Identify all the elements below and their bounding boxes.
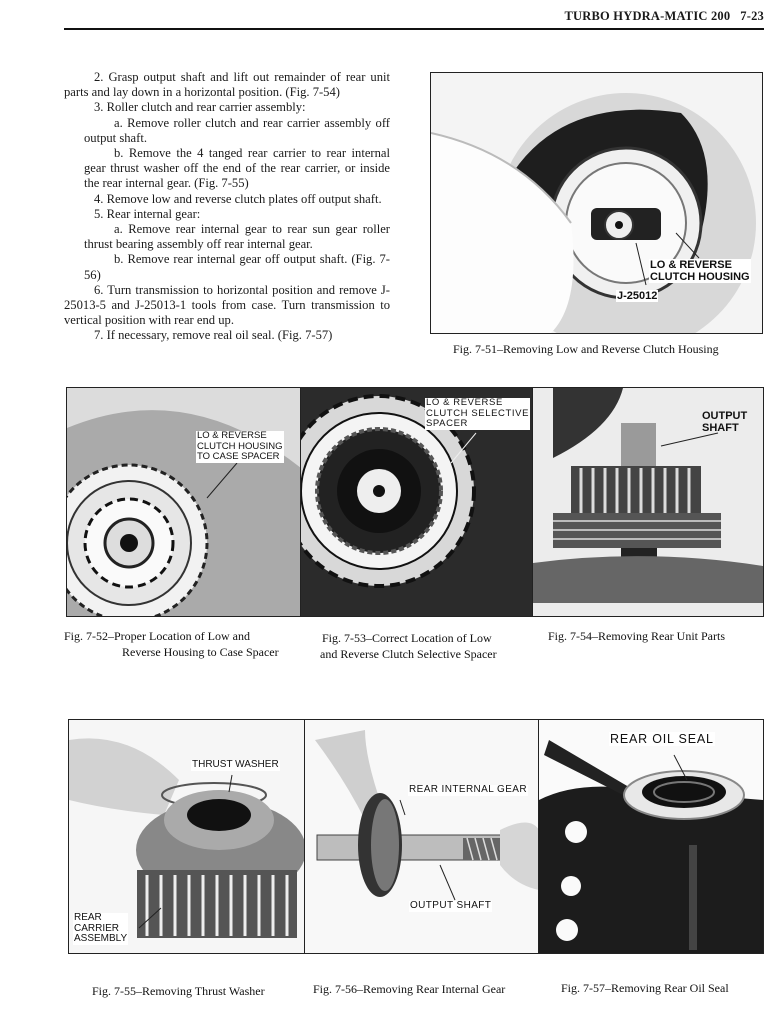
figure-7-53-caption: Fig. 7-53–Correct Location of Low and Reverse Clutch Selective Spacer — [320, 631, 497, 661]
callout-rear-internal-gear: REAR INTERNAL GEAR — [409, 784, 527, 795]
step-4: 4. Remove low and reverse clutch plates off output shaft. — [94, 191, 382, 206]
step-3b: b. Remove the 4 tanged rear carrier to rear internal gear thrust washer off the end of the rear carrier, or inside the rear internal gear. (Fig. 7-55) — [84, 146, 390, 191]
figure-7-54-caption: Fig. 7-54–Removing Rear Unit Parts — [548, 629, 725, 643]
clutch-housing-illustration — [431, 73, 762, 333]
figure-7-56-caption: Fig. 7-56–Removing Rear Internal Gear — [313, 982, 506, 996]
step-5b: b. Remove rear internal gear off output shaft. (Fig. 7-56) — [84, 252, 390, 282]
step-3: 3. Roller clutch and rear carrier assembly: — [94, 100, 306, 115]
callout-rear-carrier-assembly: REAR CARRIER ASSEMBLY — [74, 912, 128, 944]
page-header — [0, 0, 780, 34]
step-6: 6. Turn transmission to horizontal position and remove J-25013-5 and J-25013-1 tools from case. Turn transmission to vertical position with rear end up. — [64, 282, 390, 328]
figure-7-53-photo — [300, 387, 534, 617]
callout-case-spacer: LO & REVERSE CLUTCH HOUSING TO CASE SPACER — [197, 430, 283, 462]
step-2: 2. Grasp output shaft and lift out remainder of rear unit parts and lay down in a horizontal position. (Fig. 7-54) — [64, 70, 390, 100]
callout-output-shaft: OUTPUT SHAFT — [702, 410, 748, 434]
figure-7-51-photo — [430, 72, 763, 334]
figure-7-56-photo — [304, 719, 540, 954]
callout-j25012-tool: J-25012 — [617, 290, 658, 302]
manual-title: TURBO HYDRA-MATIC 200 — [564, 9, 731, 23]
running-header — [565, 9, 764, 24]
figure-7-52-caption: Fig. 7-52–Proper Location of Low and Reverse Housing to Case Spacer — [64, 629, 279, 659]
callout-rear-oil-seal: REAR OIL SEAL — [610, 732, 714, 746]
callout-selective-spacer: LO & REVERSE CLUTCH SELECTIVE SPACER — [426, 397, 530, 429]
step-3a: a. Remove roller clutch and rear carrier assembly off output shaft. — [84, 115, 390, 145]
callout-output-shaft: OUTPUT SHAFT — [410, 900, 492, 911]
figure-7-52-photo — [66, 387, 302, 617]
figure-7-51-caption: Fig. 7-51–Removing Low and Reverse Clutch Housing — [453, 342, 719, 356]
procedure-text — [64, 70, 390, 344]
figure-7-57-photo — [538, 719, 764, 954]
figure-7-54-photo — [532, 387, 764, 617]
figure-7-57-caption: Fig. 7-57–Removing Rear Oil Seal — [561, 981, 729, 995]
figure-7-55-caption: Fig. 7-55–Removing Thrust Washer — [92, 984, 265, 998]
step-5a: a. Remove rear internal gear to rear sun gear roller thrust bearing assembly off rear internal gear. — [84, 222, 390, 252]
case-spacer-illustration — [67, 388, 301, 616]
step-5: 5. Rear internal gear: — [94, 206, 201, 221]
page-number: 7-23 — [740, 9, 764, 23]
rear-oil-seal-illustration — [539, 720, 763, 953]
callout-lo-reverse-clutch-housing: LO & REVERSE CLUTCH HOUSING — [650, 259, 750, 283]
header-rule — [64, 28, 764, 30]
figure-7-55-photo — [68, 719, 306, 954]
callout-thrust-washer: THRUST WASHER — [192, 759, 279, 770]
rear-internal-gear-illustration — [305, 720, 539, 953]
step-7: 7. If necessary, remove real oil seal. (Fig. 7-57) — [94, 328, 333, 343]
